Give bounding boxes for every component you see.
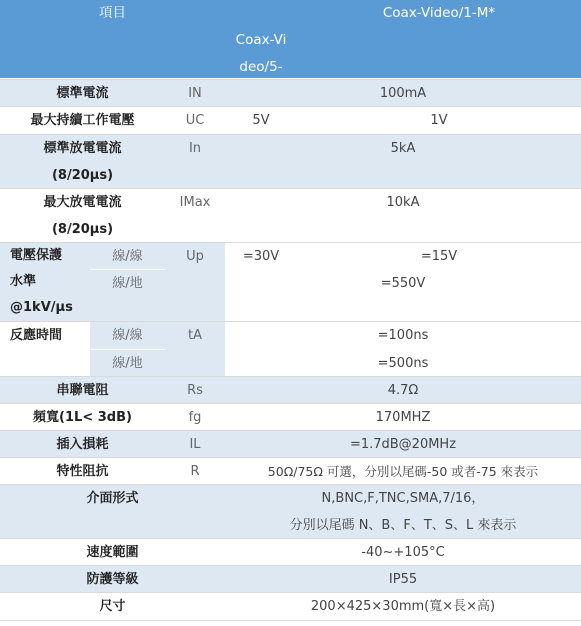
row-ta-code: tA xyxy=(165,322,225,377)
row-fg-code: fg xyxy=(165,404,225,431)
row-rs-value: 4.7Ω xyxy=(225,377,581,404)
row-divider xyxy=(0,188,581,189)
row-up-value-b: =15V xyxy=(297,243,581,270)
row-imax-label: 最大放電電流 (8/20μs) xyxy=(0,189,165,243)
row-inom-label: 標準放電電流 (8/20μs) xyxy=(0,135,165,189)
row-ta-label: 反應時間 xyxy=(0,322,90,377)
row-size-value: 200×425×30mm(寬×長×高) xyxy=(225,593,581,620)
row-il-code: IL xyxy=(165,431,225,458)
row-protection-label: 防護等級 xyxy=(0,566,225,593)
row-uc-value-a: 5V xyxy=(225,107,297,135)
row-divider xyxy=(0,134,581,135)
row-interface-label-cell xyxy=(0,485,225,539)
header-item: 項目 xyxy=(99,5,126,21)
row-uc-code: UC xyxy=(165,107,225,135)
row-in-value: 100mA xyxy=(225,80,581,107)
row-up-label: 電壓保護 水準 @1kV/μs xyxy=(0,243,90,322)
row-fg-value: 170MHZ xyxy=(225,404,581,431)
row-size-label: 尺寸 xyxy=(0,593,225,620)
header-model-b: Coax-Video/1-M* xyxy=(382,5,496,21)
row-interface-label: 介面形式 xyxy=(86,491,139,506)
row-up-code: Up xyxy=(165,243,225,322)
row-uc-value-b: 1V xyxy=(297,107,581,135)
header-model-a: Coax-Vi deo/5- xyxy=(235,32,287,75)
row-divider xyxy=(0,620,581,621)
row-divider xyxy=(0,430,581,431)
row-up-value-a: =30V xyxy=(225,243,297,270)
header-model-a-cell xyxy=(225,0,297,79)
row-rs-label: 串聯電阻 xyxy=(0,377,165,404)
row-speed-value: -40~+105°C xyxy=(225,539,581,566)
row-protection-value: IP55 xyxy=(225,566,581,593)
row-ta-sub-ground: 線/地 xyxy=(90,350,165,377)
row-divider xyxy=(0,376,581,377)
row-divider xyxy=(0,403,581,404)
row-inom-code: In xyxy=(165,135,225,189)
row-imax-value: 10kA xyxy=(225,189,581,243)
row-divider xyxy=(0,242,581,243)
row-divider xyxy=(0,321,581,322)
row-r-value: 50Ω/75Ω 可選，分別以尾碼-50 或者-75 來表示 xyxy=(225,458,581,485)
row-il-label: 插入損耗 xyxy=(0,431,165,458)
row-interface-value: N,BNC,F,TNC,SMA,7/16， 分別以尾碼 N、B、F、T、S、L 來表示 xyxy=(225,485,581,539)
row-fg-label: 頻寬(1L< 3dB) xyxy=(0,404,165,431)
row-up-value-ground: =550V xyxy=(225,270,581,297)
row-inom-value: 5kA xyxy=(225,135,581,189)
header-item-cell xyxy=(0,0,225,79)
row-speed-label: 速度範圍 xyxy=(0,539,225,566)
row-il-value: =1.7dB@20MHz xyxy=(225,431,581,458)
row-uc-label: 最大持續工作電壓 xyxy=(0,107,165,135)
row-rs-code: Rs xyxy=(165,377,225,404)
row-divider xyxy=(0,592,581,593)
row-divider xyxy=(0,79,581,80)
row-divider xyxy=(0,565,581,566)
row-r-label: 特性阻抗 xyxy=(0,458,165,485)
row-imax-code: IMax xyxy=(165,189,225,243)
row-divider xyxy=(0,484,581,485)
row-r-code: R xyxy=(165,458,225,485)
row-divider xyxy=(0,106,581,107)
row-ta-value-line: =100ns xyxy=(225,322,581,350)
row-in-code: IN xyxy=(165,80,225,107)
row-ta-value-ground: =500ns xyxy=(225,350,581,377)
row-in-label: 標準電流 xyxy=(0,80,165,107)
row-ta-sub-line: 線/線 xyxy=(90,322,165,350)
row-divider xyxy=(0,457,581,458)
header-model-b-cell xyxy=(297,0,581,79)
row-divider xyxy=(0,538,581,539)
row-up-sub-ground: 線/地 xyxy=(90,270,165,322)
row-up-sub-line: 線/線 xyxy=(90,243,165,270)
row-up-value-spacer xyxy=(225,297,581,322)
